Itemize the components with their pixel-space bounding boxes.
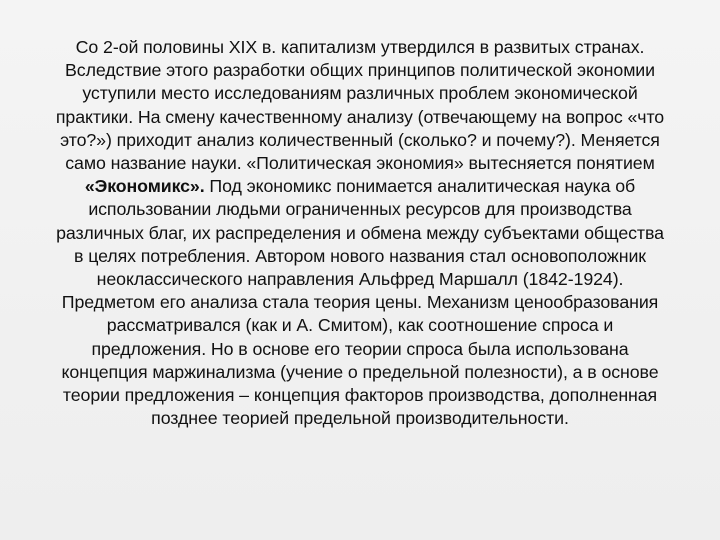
text-line-7-rest: Под экономикс понимается аналитическая наука об <box>204 176 636 197</box>
text-line-5: это?») приходит анализ количественный (сколько? и почему?). Меняется <box>60 129 660 150</box>
text-line-15: концепция маржинализма (учение о предельной полезности), а в основе <box>61 361 659 382</box>
text-line-11: неоклассического направления Альфред Маршалл (1842-1924). <box>96 269 624 290</box>
text-line-7 <box>10 175 710 198</box>
text-line-9: различных благ, их распределения и обмена между субъектами общества <box>56 222 664 243</box>
text-line-16: теории предложения – концепция факторов производства, дополненная <box>62 385 658 406</box>
text-line-14: предложения. Но в основе его теории спроса была использована <box>91 338 629 359</box>
text-line-3: уступили место исследованиям различных проблем экономической <box>82 83 638 104</box>
text-line-6: само название науки. «Политическая экономия» вытесняется понятием <box>65 153 655 174</box>
text-line-1: Со 2-ой половины XIX в. капитализм утвердился в развитых странах. <box>75 37 645 57</box>
text-line-13: рассматривался (как и А. Смитом), как соотношение спроса и <box>106 315 614 336</box>
body-text <box>10 36 710 430</box>
economics-term: «Экономикс». <box>84 176 205 197</box>
text-line-12: Предметом его анализа стала теория цены. Механизм ценообразования <box>61 292 659 313</box>
text-line-4: практики. На смену качественному анализу (отвечающему на вопрос «что <box>55 106 665 127</box>
text-line-8: использовании людьми ограниченных ресурсов для производства <box>88 199 632 220</box>
text-line-2: Вследствие этого разработки общих принципов политической экономии <box>65 60 655 81</box>
text-line-17: позднее теорией предельной производительности. <box>151 408 569 429</box>
text-line-10: в целях потребления. Автором нового названия стал основоположник <box>74 245 646 266</box>
